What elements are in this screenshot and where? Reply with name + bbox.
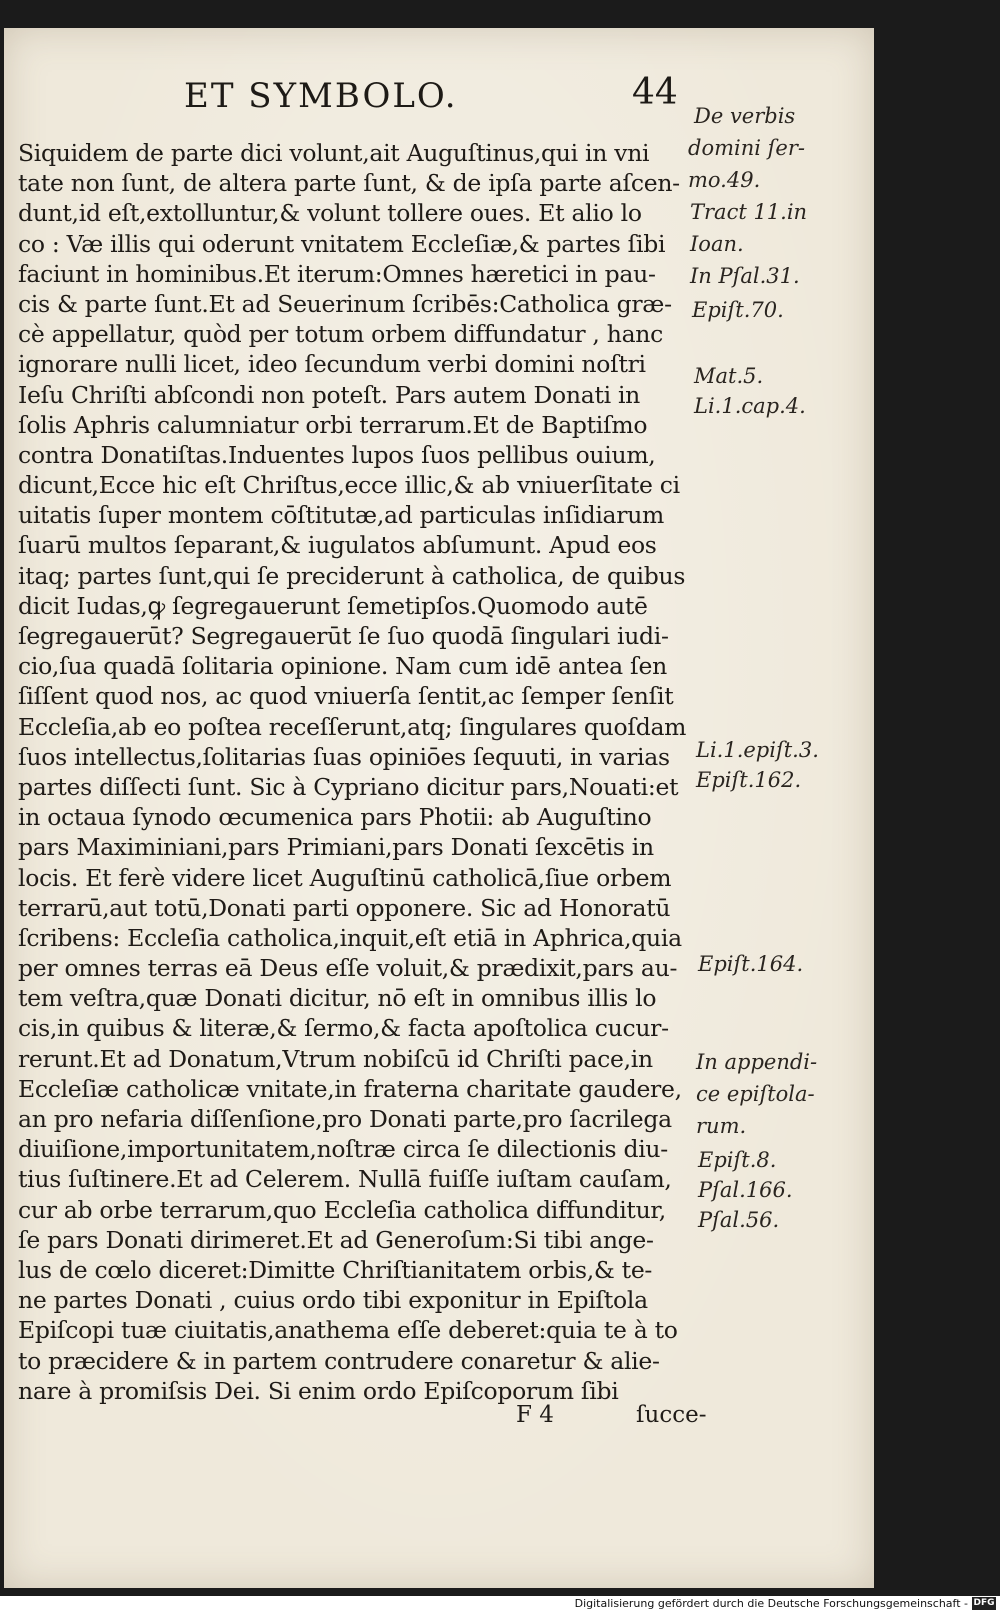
text-line: cur ab orbe terrarum,quo Eccleſia catholica diffunditur, — [18, 1195, 666, 1224]
text-line: cio,ſua quadā ſolitaria opinione. Nam cum idē antea ſen — [18, 652, 667, 681]
text-line: an pro nefaria diſſenſione,pro Donati parte,pro ſacrilega — [18, 1105, 672, 1133]
catchword: ſucce- — [636, 1402, 707, 1428]
text-line: co : Væ illis qui oderunt vnitatem Eccleſiæ,& partes ſibi — [18, 229, 666, 258]
text-line: ſcribens: Eccleſia catholica,inquit,eſt etiā in Aphrica,quia — [18, 923, 682, 952]
page-number: 44 — [632, 72, 678, 113]
text-line: ſuarū multos ſeparant,& iugulatos abſumunt. Apud eos — [18, 531, 657, 560]
margin-note: De verbis — [694, 104, 796, 128]
margin-note: Mat.5. — [694, 364, 764, 388]
text-line: Eccleſia,ab eo poſtea receſſerunt,atq; ſingulares quoſdam — [18, 712, 687, 741]
text-line: per omnes terras eā Deus eſſe voluit,& prædixit,pars au- — [18, 954, 678, 983]
margin-note: Ioan. — [690, 232, 744, 256]
text-line: cè appellatur, quòd per totum orbem diffundatur , hanc — [18, 320, 664, 349]
text-line: cis,in quibus & literæ,& ſermo,& facta apoſtolica cucur- — [18, 1014, 669, 1043]
text-line: tate non ſunt, de altera parte ſunt, & de ipſa parte aſcen- — [18, 169, 680, 198]
margin-note: Pſal.166. — [698, 1178, 793, 1202]
margin-note: mo.49. — [688, 168, 761, 192]
margin-note: Li.1.epiſt.3. — [696, 738, 819, 762]
text-line: dunt,id eſt,extolluntur,& volunt tollere oues. Et alio lo — [18, 199, 642, 228]
text-line: ſiſſent quod nos, ac quod vniuerſa ſentit,ac ſemper ſenſit — [18, 682, 674, 711]
credit-text: Digitalisierung gefördert durch die Deutsche Forschungsgemeinschaft - — [574, 1597, 968, 1610]
text-line: ſuos intellectus,ſolitarias ſuas opiniōes ſequuti, in varias — [18, 742, 670, 771]
margin-note: Epiſt.70. — [692, 298, 784, 322]
text-line: cis & parte ſunt.Et ad Seuerinum ſcribēs:Catholica græ- — [18, 289, 672, 318]
running-header: ET SYMBOLO. — [184, 76, 458, 116]
margin-note: domini ſer- — [688, 136, 805, 160]
margin-note: rum. — [696, 1114, 747, 1138]
text-line: Eccleſiæ catholicæ vnitate,in fraterna charitate gaudere, — [18, 1074, 682, 1103]
text-line: diuiſione,importunitatem,noſtræ circa ſe dilectionis diu- — [18, 1135, 668, 1164]
signature-mark: F 4 — [516, 1402, 554, 1428]
text-line: ſe pars Donati dirimeret.Et ad Generoſum:Si tibi ange- — [18, 1225, 654, 1254]
text-line: nare à promiſsis Dei. Si enim ordo Epiſcoporum ſibi — [18, 1376, 619, 1405]
text-line: terrarū,aut totū,Donati parti opponere. Sic ad Honoratū — [18, 893, 671, 922]
dfg-logo: DFG — [973, 1598, 995, 1608]
margin-note: In Pſal.31. — [690, 264, 800, 288]
text-line: Ieſu Chriſti abſcondi non poteſt. Pars autem Donati in — [18, 380, 641, 409]
text-line: in octaua ſynodo œcumenica pars Photii: ab Auguſtino — [18, 803, 652, 832]
margin-note: Pſal.56. — [698, 1208, 780, 1232]
margin-note: Tract 11.in — [690, 200, 808, 224]
text-line: tem veſtra,quæ Donati dicitur, nō eſt in omnibus illis lo — [18, 984, 657, 1013]
text-line: lus de cœlo diceret:Dimitte Chriſtianitatem orbis,& te- — [18, 1255, 653, 1284]
text-line: ne partes Donati , cuius ordo tibi exponitur in Epiſtola — [18, 1286, 648, 1315]
text-line: ſegregauerūt? Segregauerūt ſe ſuo quodā ſingulari iudi- — [18, 622, 669, 650]
margin-note: Epiſt.164. — [698, 952, 804, 976]
text-line: ignorare nulli licet, ideo ſecundum verbi domini noſtri — [18, 350, 646, 379]
book-page — [4, 28, 874, 1588]
text-line: faciunt in hominibus.Et iterum:Omnes hæretici in pau- — [18, 259, 656, 288]
text-line: locis. Et ferè videre licet Auguſtinū catholicā,ſiue orbem — [18, 863, 672, 892]
text-line: ſolis Aphris calumniatur orbi terrarum.Et de Baptiſmo — [18, 410, 648, 439]
text-line: rerunt.Et ad Donatum,Vtrum nobiſcū id Chriſti pace,in — [18, 1044, 653, 1073]
main-text-block — [18, 138, 687, 1406]
margin-note: Epiſt.8. — [698, 1148, 777, 1172]
text-line: partes diſſecti ſunt. Sic à Cypriano dicitur pars,Nouati:et — [18, 772, 679, 801]
text-line: uitatis ſuper montem cōſtitutæ,ad particulas inſidiarum — [18, 501, 665, 530]
margin-note: In appendi- — [696, 1050, 818, 1074]
margin-note: ce epiſtola- — [696, 1082, 815, 1106]
text-line: dicit Iudas,ꝙ ſegregauerunt ſemetipſos.Quomodo autē — [18, 591, 648, 620]
credit-bar — [0, 1596, 1000, 1613]
text-line: itaq; partes ſunt,qui ſe preciderunt à catholica, de quibus — [18, 561, 686, 590]
text-line: Siquidem de parte dici volunt,ait Auguſtinus,qui in vni — [18, 139, 650, 167]
text-line: pars Maximiniani,pars Primiani,pars Donati ſexcētis in — [18, 833, 654, 862]
margin-note: Li.1.cap.4. — [694, 394, 806, 418]
text-line: contra Donatiſtas.Induentes lupos ſuos pellibus ouium, — [18, 440, 656, 469]
text-line: tius ſuſtinere.Et ad Celerem. Nullā fuiſſe iuſtam cauſam, — [18, 1165, 672, 1194]
margin-note: Epiſt.162. — [696, 768, 802, 792]
text-line: to præcidere & in partem contrudere conaretur & alie- — [18, 1346, 660, 1375]
text-line: Epiſcopi tuæ ciuitatis,anathema eſſe deberet:quia te à to — [18, 1316, 678, 1345]
text-line: dicunt,Ecce hic eſt Chriſtus,ecce illic,& ab vniuerſitate ci — [18, 471, 680, 500]
